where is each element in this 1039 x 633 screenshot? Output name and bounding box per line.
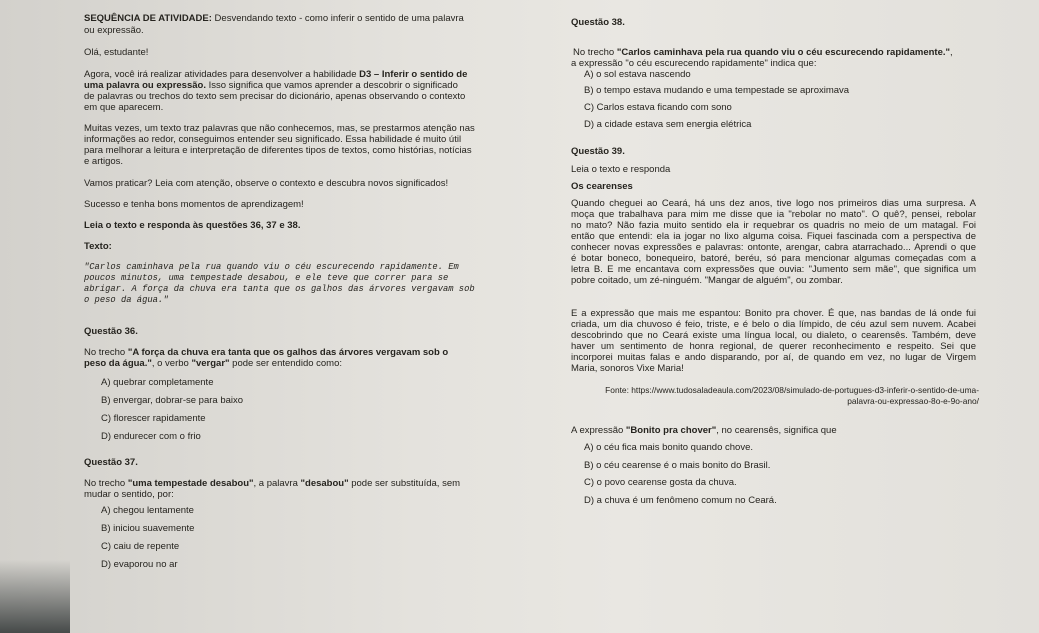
- q37-stem-1: No trecho "uma tempestade desabou", a palavra "desabou" pode ser substituída, sem: [84, 478, 461, 489]
- para2-line-1: Muitas vezes, um texto traz palavras que não conhecemos, mas, se prestarmos atenção nas: [84, 123, 475, 134]
- q39-option-a[interactable]: A) o céu fica mais bonito quando chove.: [584, 442, 753, 453]
- story-line: E a expressão que mais me espantou: Bonito pra chover. É que, nas bandas de lá onde fui: [571, 308, 976, 319]
- story-line: então que entendi: ela ia jogar no lixo alguma coisa. Fiquei fascinada com a perspectiva de: [571, 231, 976, 242]
- story-paragraph-2: [571, 308, 976, 374]
- q36-option-d[interactable]: D) endurecer com o frio: [101, 431, 201, 442]
- quote-line-3: abrigar. A força da chuva era tanta que os galhos das árvores vergavam sob: [84, 284, 475, 294]
- q37-stem-2: mudar o sentido, por:: [84, 489, 174, 500]
- q37-option-d[interactable]: D) evaporou no ar: [101, 559, 178, 570]
- q36-option-a[interactable]: A) quebrar completamente: [101, 377, 214, 388]
- story-line: Maria, sonoros Vixe Maria!: [571, 363, 684, 374]
- q38-stem-2: a expressão "o céu escurecendo rapidamente" indica que:: [571, 58, 817, 69]
- quote-line-1: "Carlos caminhava pela rua quando viu o céu escurecendo rapidamente. Em: [84, 262, 459, 272]
- sequence-heading: SEQUÊNCIA DE ATIVIDADE: Desvendando texto - como inferir o sentido de uma palavra: [84, 13, 464, 24]
- photo-shadow: [0, 560, 70, 633]
- story-line: criada, um dia chuvoso é feio, triste, e é belo o dia límpido, de céu azul sem nuvem. Acabei: [571, 319, 976, 330]
- intro-line-1: Agora, você irá realizar atividades para desenvolver a habilidade D3 – Inferir o sentido de: [84, 69, 468, 80]
- q38-title: Questão 38.: [571, 17, 625, 28]
- q39-option-b[interactable]: B) o céu cearense é o mais bonito do Brasil.: [584, 460, 771, 471]
- q37-option-c[interactable]: C) caiu de repente: [101, 541, 180, 552]
- q36-title: Questão 36.: [84, 326, 138, 337]
- good-luck-text: Sucesso e tenha bons momentos de aprendizagem!: [84, 199, 304, 210]
- q37-option-b[interactable]: B) iniciou suavemente: [101, 523, 195, 534]
- texto-label: Texto:: [84, 241, 112, 252]
- quote-line-4: o peso da água.": [84, 295, 169, 305]
- reading-instruction: Leia o texto e responda às questões 36, 37 e 38.: [84, 220, 301, 231]
- intro-line-4: em que aparecem.: [84, 102, 164, 113]
- q37-option-a[interactable]: A) chegou lentamente: [101, 505, 194, 516]
- q38-option-b[interactable]: B) o tempo estava mudando e uma tempestade se aproximava: [584, 85, 850, 96]
- source-link[interactable]: [571, 385, 979, 407]
- story-line: descobrindo que no Ceará existe uma língua local, ou dialeto, o cearensês. Também, deve: [571, 330, 976, 341]
- quote-line-2: poucos minutos, uma tempestade desabou, e ele teve que correr para se: [84, 273, 449, 283]
- para2-line-2: informações ao redor, conseguimos entender seu significado. Essa habilidade é muito útil: [84, 134, 462, 145]
- greeting: Olá, estudante!: [84, 47, 149, 58]
- q36-option-b[interactable]: B) envergar, dobrar-se para baixo: [101, 395, 244, 406]
- q36-stem-1: No trecho "A força da chuva era tanta que os galhos das árvores vergavam sob o: [84, 347, 449, 358]
- story-line: no mato? Não fazia muito sentido ela ir requebrar os quadris no meio de um matagal. Foi: [571, 220, 976, 231]
- text-title: Os cearenses: [571, 181, 633, 192]
- q39-option-d[interactable]: D) a chuva é um fenômeno comum no Ceará.: [584, 495, 777, 506]
- para2-line-4: e artigos.: [84, 156, 124, 167]
- q38-option-c[interactable]: C) Carlos estava ficando com sono: [584, 102, 732, 113]
- q36-option-c[interactable]: C) florescer rapidamente: [101, 413, 206, 424]
- story-line: Quando cheguei ao Ceará, há uns dez anos, tive logo nos primeiros dias uma surpresa. A: [571, 198, 976, 209]
- story-line: letra B. E me encantava com expressões que ouvia: "Jumento sem mãe", que significa um: [571, 264, 976, 275]
- practice-text: Vamos praticar? Leia com atenção, observe o contexto e descubra novos significados!: [84, 178, 449, 189]
- q38-stem-1: No trecho "Carlos caminhava pela rua quando viu o céu escurecendo rapidamente.",: [573, 47, 953, 58]
- q38-option-a[interactable]: A) o sol estava nascendo: [584, 69, 691, 80]
- q39-stem: A expressão "Bonito pra chover", no cearensês, significa que: [571, 425, 837, 436]
- story-line: moça que trabalhava para mim me disse que ia "rebolar no mato". O quê?, pensei, rebolar: [571, 209, 976, 220]
- intro-line-3: de palavras ou trechos do texto sem precisar do dicionário, apenas observando o contexto: [84, 91, 466, 102]
- q39-title: Questão 39.: [571, 146, 625, 157]
- intro-line-2: uma palavra ou expressão. Isso significa que vamos aprender a descobrir o significado: [84, 80, 458, 91]
- sequence-heading-cont: ou expressão.: [84, 25, 144, 36]
- story-paragraph-1: [571, 198, 976, 286]
- story-line: haver um sentimento de honra regional, de querer reconhecimento e respeito. Sei que: [571, 341, 976, 352]
- source-line-2: palavra-ou-expressao-8o-e-9o-ano/: [847, 396, 979, 406]
- story-line: pobre coitado, um zé-ninguém. "Mangar de alguém", ou zombar.: [571, 275, 843, 286]
- q38-option-d[interactable]: D) a cidade estava sem energia elétrica: [584, 119, 752, 130]
- q39-option-c[interactable]: C) o povo cearense gosta da chuva.: [584, 477, 737, 488]
- q39-instruction: Leia o texto e responda: [571, 164, 671, 175]
- para2-line-3: para melhorar a leitura e interpretação de diferentes tipos de textos, como histórias, notícias: [84, 145, 472, 156]
- story-line: é botar boneco, bonequeiro, batoré, beréu, só para mencionar algumas começadas com a: [571, 253, 976, 264]
- q37-title: Questão 37.: [84, 457, 138, 468]
- q36-stem-2: peso da água.", o verbo "vergar" pode ser entendido como:: [84, 358, 343, 369]
- source-line-1: Fonte: https://www.tudosaladeaula.com/2023/08/simulado-de-portugues-d3-inferir-o-sentido-de-uma-: [605, 385, 979, 395]
- story-line: conhecer novas expressões e palavras: ontonte, arengar, cabra atarrachado... Aprendi o que: [571, 242, 976, 253]
- story-line: incorporei muitas falas e ando disparando, por aí, de quando em vez, no lugar de Virgem: [571, 352, 976, 363]
